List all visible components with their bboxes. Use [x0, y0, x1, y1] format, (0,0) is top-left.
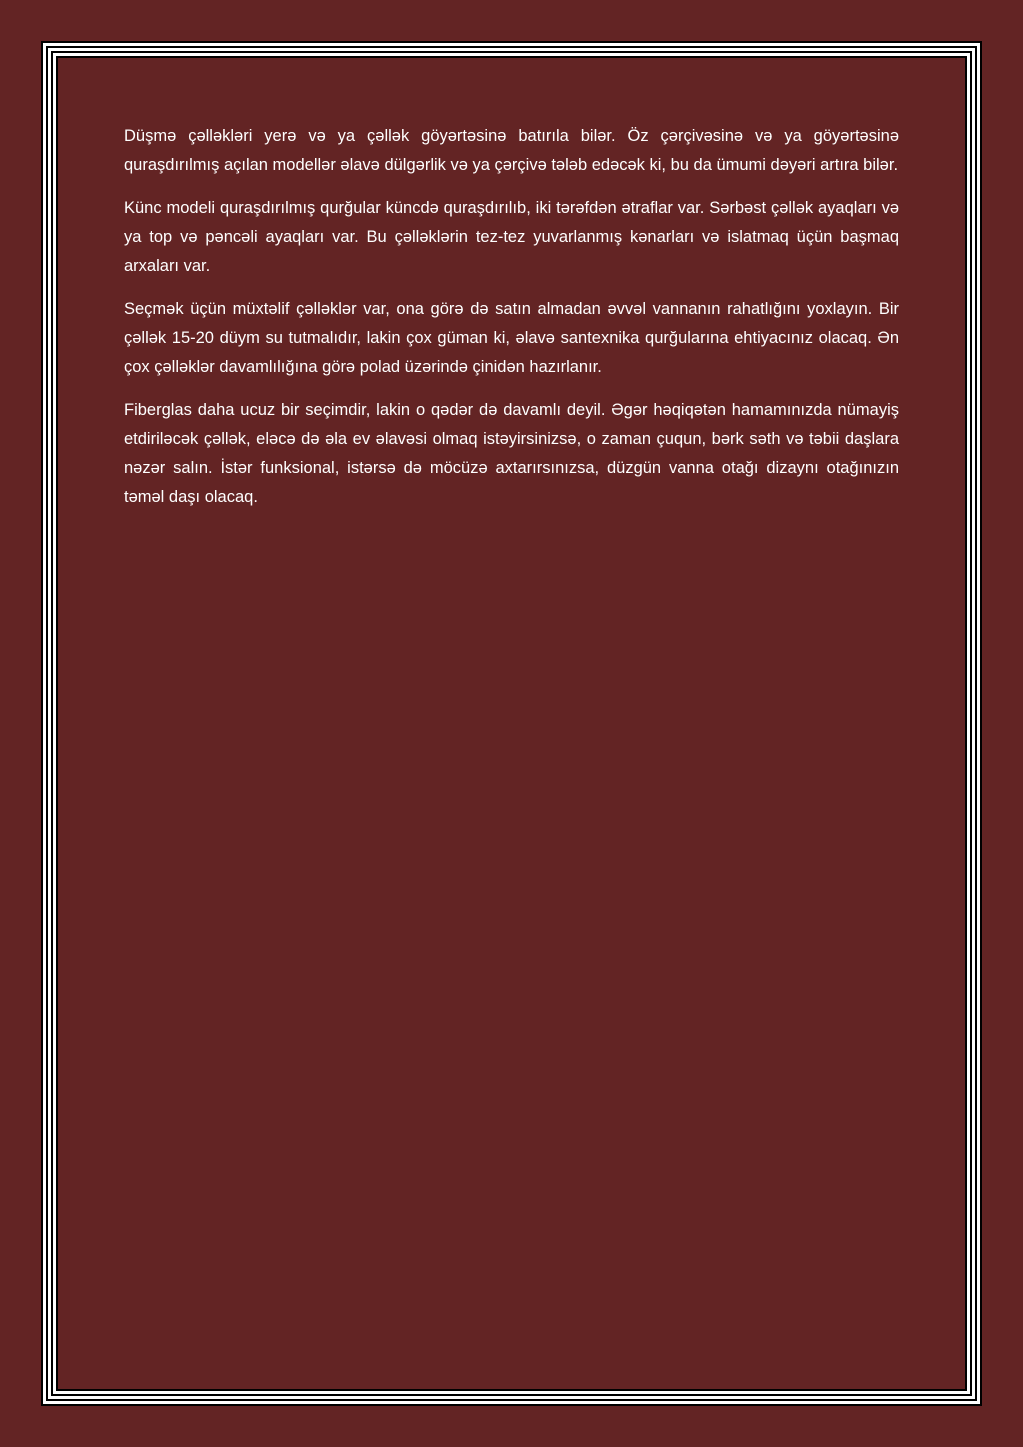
paragraph-3: Seçmək üçün müxtəlif çəlləklər var, ona görə də satın almadan əvvəl vannanın rahatlığını yoxlayın. Bir çəllək 15-20 düym su tutmalıdır, lakin çox güman ki, əlavə santexnika qurğularına ehtiyacınız olacaq. Ən çox çəlləklər davamlılığına görə polad üzərində çinidən hazırlanır.	[124, 300, 899, 376]
paragraph-2: Künc modeli quraşdırılmış qurğular küncdə quraşdırılıb, iki tərəfdən ətraflar var. Sərbəst çəllək ayaqları və ya top və pəncəli ayaqları var. Bu çəlləklərin tez-tez yuvarlanmış kənarları və islatmaq üçün başmaq arxaları var.	[124, 199, 899, 275]
document-body	[124, 122, 899, 526]
paragraph-1: Düşmə çəlləkləri yerə və ya çəllək göyərtəsinə batırıla bilər. Öz çərçivəsinə və ya göyərtəsinə quraşdırılmış açılan modellər əlavə dülgərlik və ya çərçivə tələb edəcək ki, bu da ümumi dəyəri artıra bilər.	[124, 127, 899, 174]
paragraph-4: Fiberglas daha ucuz bir seçimdir, lakin o qədər də davamlı deyil. Əgər həqiqətən hamamınızda nümayiş etdiriləcək çəllək, eləcə də əla ev əlavəsi olmaq istəyirsinizsə, o zaman çuqun, bərk səth və təbii daşlara nəzər salın. İstər funksional, istərsə də möcüzə axtarırsınızsa, düzgün vanna otağı dizaynı otağınızın təməl daşı olacaq.	[124, 401, 899, 506]
